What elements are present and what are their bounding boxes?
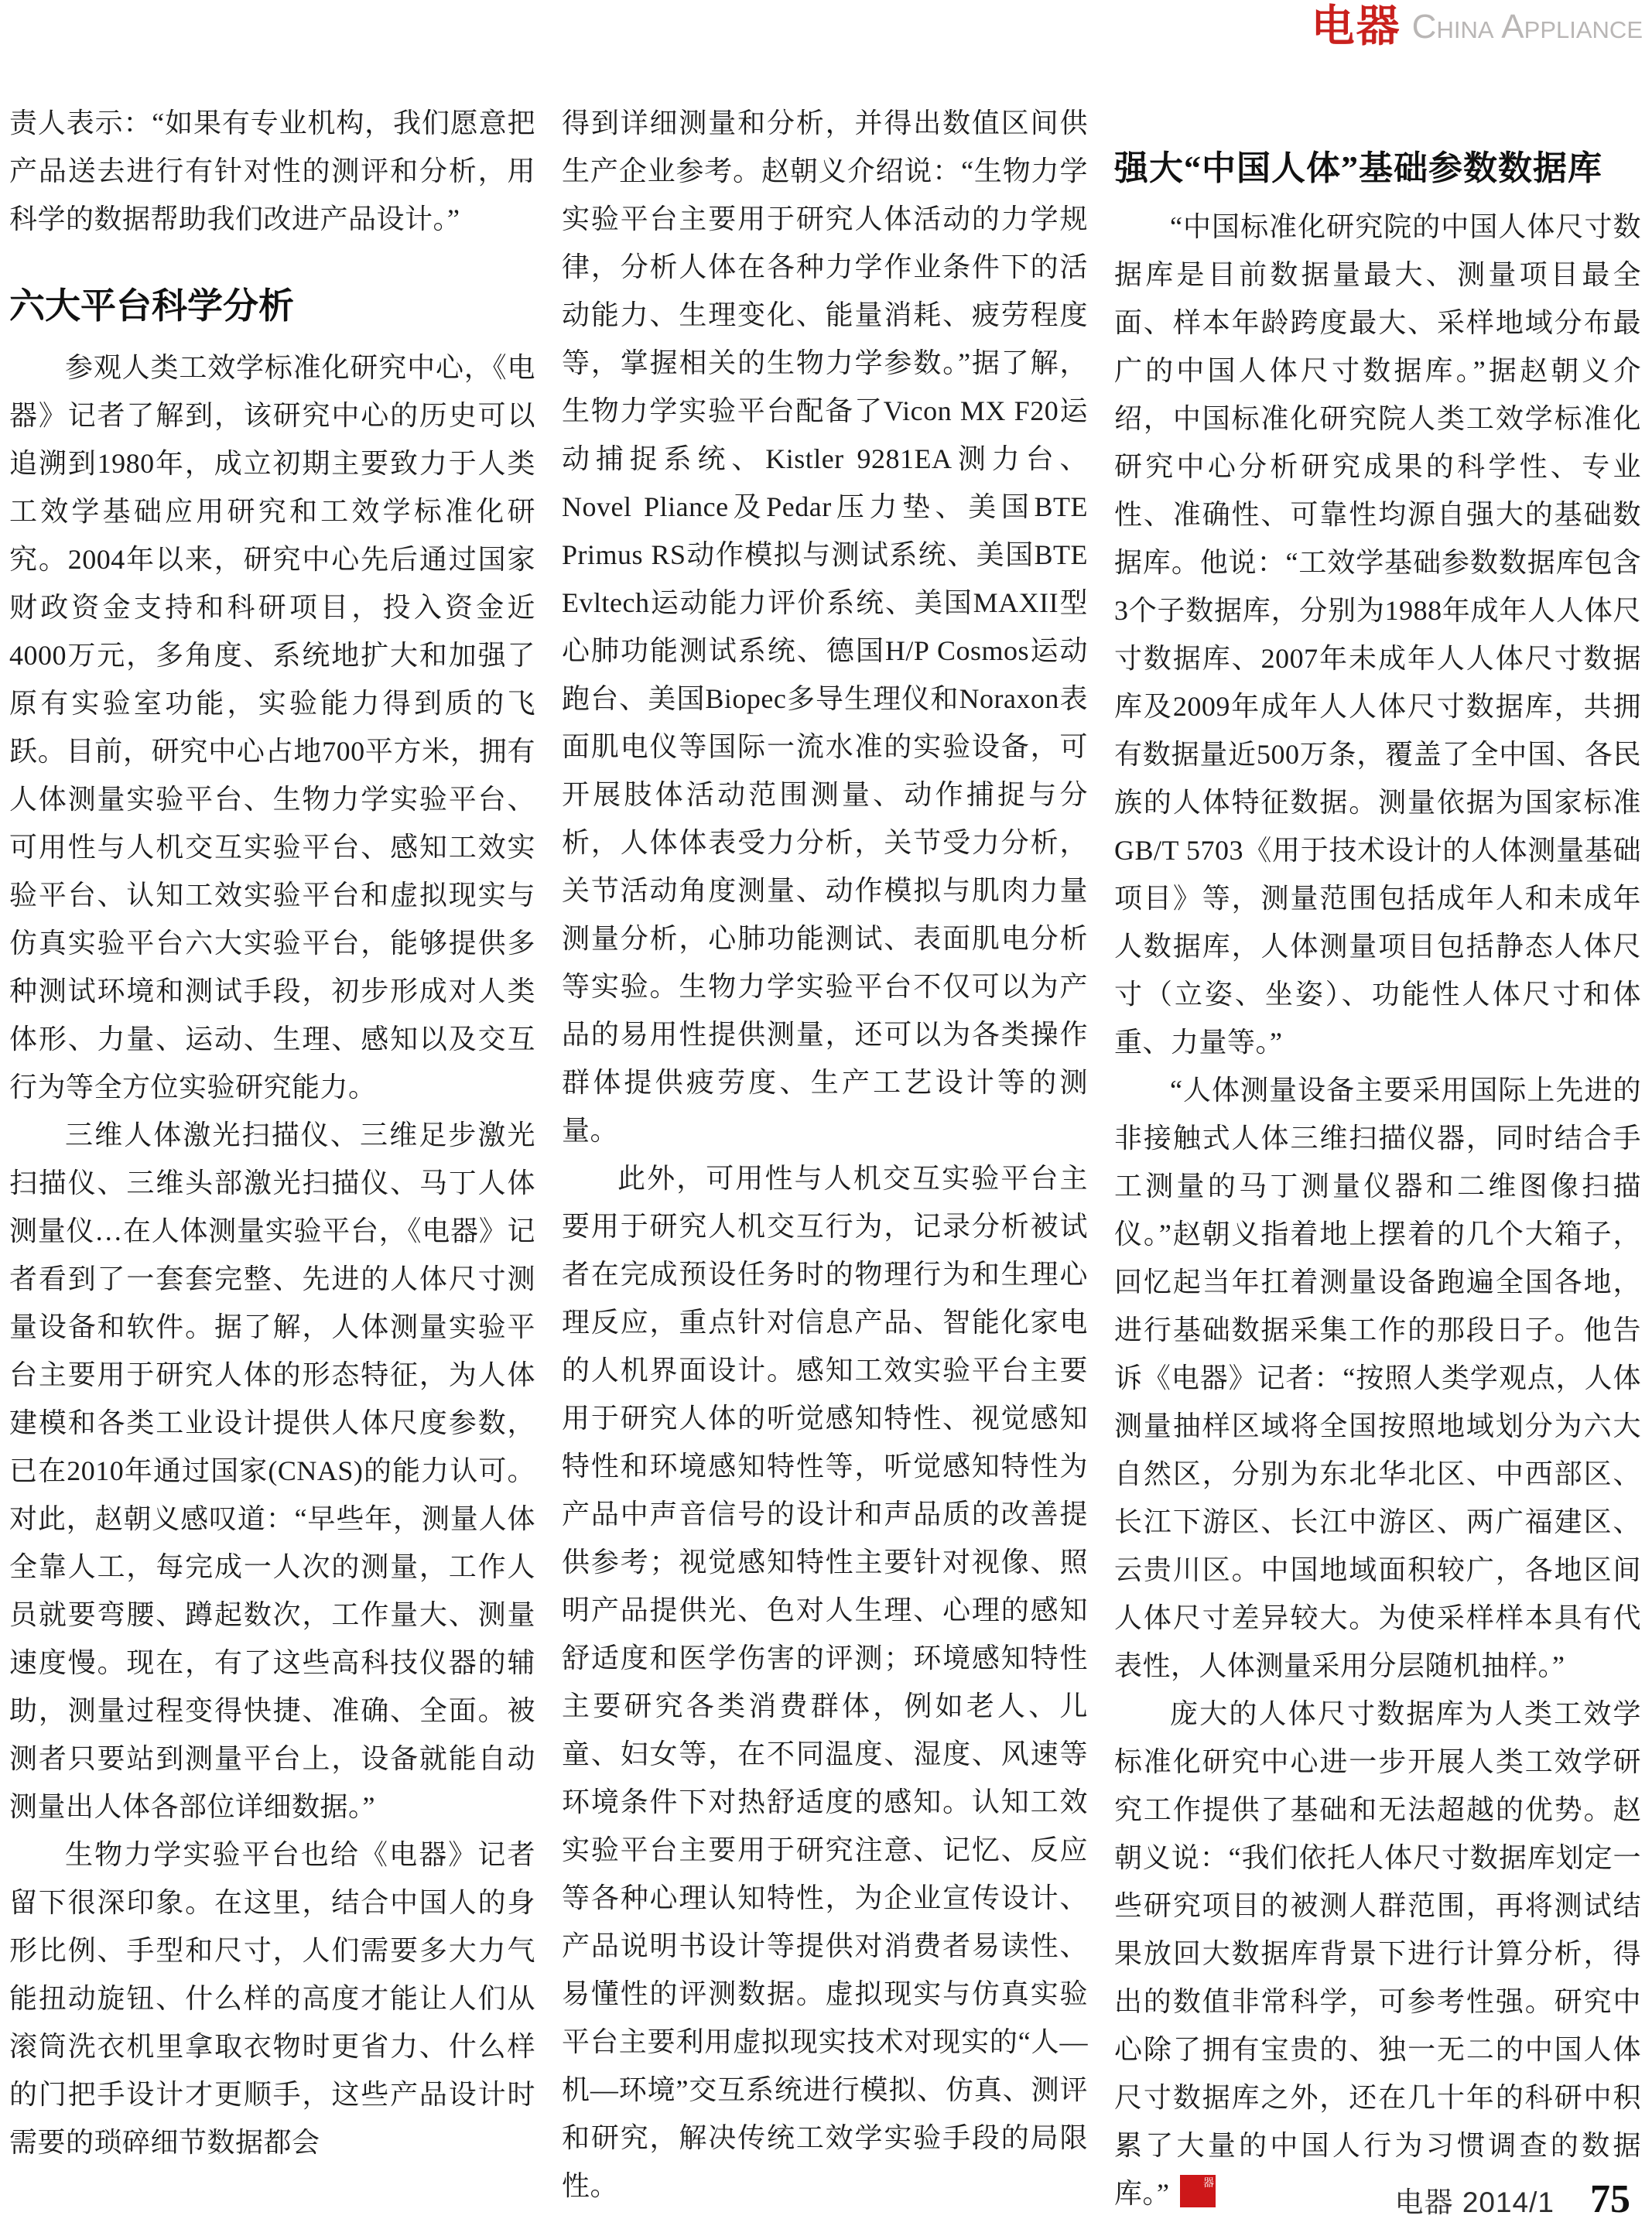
section-heading-body-database: 强大“中国人体”基础参数数据库 [1114,149,1602,187]
paragraph: 参观人类工效学标准化研究中心，《电器》记者了解到，该研究中心的历史可以追溯到1980年，成立初期主要致力于人类工效学基础应用研究和工效学标准化研究。2004年以来，研究中心先后通过国家财政资金支持和科研项目，投入资金近4000万元，多角度、系统地扩大和加强了原有实验室功能，实验能力得到质的飞跃。目前，研究中心占地700平方米，拥有人体测量实验平台、生物力学实验平台、可用性与人机交互实验平台、感知工效实验平台、认知工效实验平台和虚拟现实与仿真实验平台六大实验平台，能够提供多种测试环境和测试手段，初步形成对人类体形、力量、运动、生理、感知以及交互行为等全方位实验研究能力。 [9,352,535,1103]
page-number: 75 [1590,2177,1630,2221]
column-2 [562,99,1088,2201]
paragraph: 得到详细测量和分析，并得出数值区间供生产企业参考。赵朝义介绍说：“生物力学实验平台主要用于研究人体活动的力学规律，分析人体在各种力学作业条件下的活动能力、生理变化、能量消耗、疲劳程度等，掌握相关的生物力学参数。”据了解，生物力学实验平台配备了Vicon MX F20运动捕捉系统、Kistler 9281EA测力台、Novel Pliance及Pedar压力垫、美国BTE Primus RS动作模拟与测试系统、美国BTE Evltech运动能力评价系统、美国MAXII型心肺功能测试系统、德国H/P Cosmos运动跑台、美国Biopec多导生理仪和Noraxon表面肌电仪等国际一流水准的实验设备，可开展肢体活动范围测量、动作捕捉与分析，人体体表受力分析，关节受力分析，关节活动角度测量、动作模拟与肌肉力量测量分析，心肺功能测试、表面肌电分析等实验。生物力学实验平台不仅可以为产品的易用性提供测量，还可以为各类操作群体提供疲劳度、生产工艺设计等的测量。 [562,108,1088,1146]
page-header [1311,2,1643,50]
page-footer [1395,2176,1630,2222]
paragraph [1114,1690,1641,2217]
paragraph-text: 庞大的人体尺寸数据库为人类工效学标准化研究中心进一步开展人类工效学研究工作提供了基础和无法超越的优势。赵朝义说：“我们依托人体尺寸数据库划定一些研究项目的被测人群范围，再将测试结果放回大数据库背景下进行计算分析，得出的数值非常科学，可参考性强。研究中心除了拥有宝贵的、独一无二的中国人体尺寸数据库之外，还在几十年的科研中积累了大量的中国人行为习惯调查的数据库。” [1114,1698,1641,2209]
paragraph: “人体测量设备主要采用国际上先进的非接触式人体三维扫描仪器，同时结合手工测量的马丁测量仪器和二维图像扫描仪。”赵朝义指着地上摆着的几个大箱子，回忆起当年扛着测量设备跑遍全国各地，进行基础数据采集工作的那段日子。他告诉《电器》记者：“按照人类学观点，人体测量抽样区域将全国按照地域划分为六大自然区，分别为东北华北区、中西部区、长江下游区、长江中游区、两广福建区、云贵川区。中国地域面积较广，各地区间人体尺寸差异较大。为使采样样本具有代表性，人体测量采用分层随机抽样。” [1114,1075,1641,1681]
paragraph: 生物力学实验平台也给《电器》记者留下很深印象。在这里，结合中国人的身形比例、手型和尺寸，人们需要多大力气能扭动旋钮、什么样的高度才能让人们从滚筒洗衣机里拿取衣物时更省力、什么样的门把手设计才更顺手，这些产品设计时需要的琐碎细节数据都会 [9,1839,535,2158]
end-mark-char-small: 器 [1202,2176,1215,2189]
end-mark-logo-icon [1180,2175,1265,2207]
magazine-logo-cn: 电器 [1311,2,1401,50]
magazine-logo-en: China Appliance [1411,8,1643,46]
column-1 [9,99,535,2171]
paragraph: 此外，可用性与人机交互实验平台主要用于研究人机交互行为，记录分析被试者在完成预设任务时的物理行为和生理心理反应，重点针对信息产品、智能化家电的人机界面设计。感知工效实验平台主要用于研究人体的听觉感知特性、视觉感知特性和环境感知特性等，听觉感知特性为产品中声音信号的设计和声品质的改善提供参考；视觉感知特性主要针对视像、照明产品提供光、色对人生理、心理的感知舒适度和医学伤害的评测；环境感知特性主要研究各类消费群体，例如老人、儿童、妇女等，在不同温度、湿度、风速等环境条件下对热舒适度的感知。认知工效实验平台主要用于研究注意、记忆、反应等各种心理认知特性，为企业宣传设计、产品说明书设计等提供对消费者易读性、易懂性的评测数据。虚拟现实与仿真实验平台主要利用虚拟现实技术对现实的“人—机—环境”交互系统进行模拟、仿真、测评和研究，解决传统工效学实验手段的局限性。 [562,1163,1088,2201]
section-heading-six-platforms: 六大平台科学分析 [9,286,294,326]
paragraph: 责人表示：“如果有专业机构，我们愿意把产品送去进行有针对性的测评和分析，用科学的数据帮助我们改进产品设计。” [9,108,535,234]
paragraph: “中国标准化研究院的中国人体尺寸数据库是目前数据量最大、测量项目最全面、样本年龄跨度最大、采样地域分布最广的中国人体尺寸数据库。”据赵朝义介绍，中国标准化研究院人类工效学标准化研究中心分析研究成果的科学性、专业性、准确性、可靠性均源自强大的基础数据库。他说：“工效学基础参数数据库包含3个子数据库，分别为1988年成年人人体尺寸数据库、2007年未成年人人体尺寸数据库及2009年成年人人体尺寸数据库，共拥有数据量近500万条，覆盖了全中国、各民族的人体特征数据。测量依据为国家标准GB/T 5703《用于技术设计的人体测量基础项目》等，测量范围包括成年人和未成年人数据库，人体测量项目包括静态人体尺寸（立姿、坐姿）、功能性人体尺寸和体重、力量等。” [1114,211,1641,1058]
journal-issue: 电器 2014/1 [1394,2186,1555,2218]
end-mark-char-big: 电 [1238,2176,1265,2206]
paragraph: 三维人体激光扫描仪、三维足步激光扫描仪、三维头部激光扫描仪、马丁人体测量仪…在人体测量实验平台，《电器》记者看到了一套套完整、先进的人体尺寸测量设备和软件。据了解，人体测量实验平台主要用于研究人体的形态特征，为人体建模和各类工业设计提供人体尺度参数，已在2010年通过国家(CNAS)的能力认可。对此，赵朝义感叹道：“早些年，测量人体全靠人工，每完成一人次的测量，工作人员就要弯腰、蹲起数次，工作量大、测量速度慢。现在，有了这些高科技仪器的辅助，测量过程变得快捷、准确、全面。被测者只要站到测量平台上，设备就能自动测量出人体各部位详细数据。” [9,1120,535,1822]
